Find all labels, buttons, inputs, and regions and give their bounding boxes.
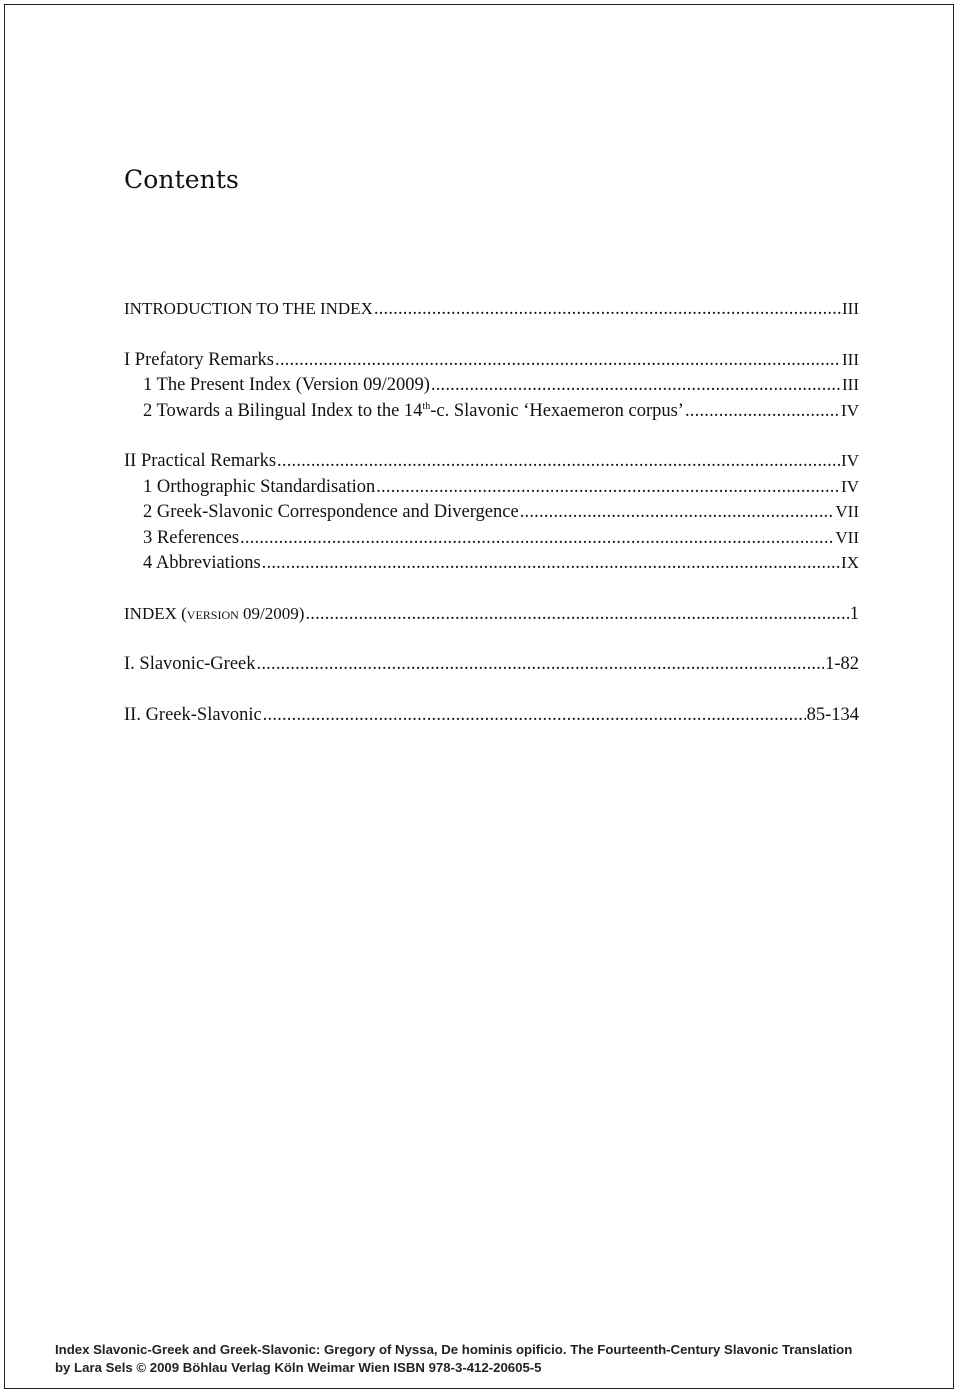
toc-page-number: VII [835,527,859,547]
toc-label-superscript: th [422,400,431,412]
toc-entry-slavonic-greek[interactable] [124,654,859,680]
table-of-contents [124,299,859,730]
toc-leader-dots [277,451,840,472]
toc-page-number: IX [841,553,859,572]
toc-label: 1 The Present Index (Version 09/2009) [143,375,430,395]
toc-label: 3 References [143,527,240,548]
toc-page-number: III [842,349,859,369]
toc-label: INTRODUCTION TO THE INDEX [124,299,373,318]
document-page [4,4,954,1389]
toc-leader-dots [431,375,841,396]
toc-entry-greek-slavonic[interactable] [124,705,859,731]
toc-leader-dots [305,604,848,625]
toc-leader-dots [685,401,840,422]
toc-page-number: III [842,375,859,394]
toc-leader-dots [257,654,825,675]
toc-page-number: 85-134 [806,704,859,725]
page-footer [55,1341,852,1377]
toc-label: 4 Abbreviations [143,553,261,573]
toc-page-number: IV [841,476,859,496]
footer-line-1: Index Slavonic-Greek and Greek-Slavonic: Gregory of Nyssa, De hominis opificio. The Fourteenth-Century Slavonic Translation [55,1342,853,1357]
page-title: Contents [124,165,239,194]
toc-label: II Practical Remarks [124,451,277,471]
toc-leader-dots [263,705,806,726]
toc-entry-references[interactable] [124,528,859,554]
toc-label-main: 2 Towards a Bilingual Index to the 14 [143,400,423,421]
toc-entry-present-index[interactable] [124,375,859,401]
toc-page-number: 1-82 [825,654,859,674]
toc-page-number: III [842,299,859,318]
toc-entry-correspondence[interactable] [124,502,859,528]
toc-label: 1 Orthographic Standardisation [143,476,376,497]
toc-entry-bilingual-index[interactable] [124,401,859,427]
toc-entry-index[interactable] [124,604,859,630]
toc-entry-practical-remarks[interactable] [124,451,859,477]
toc-label-smallcaps: INDEX (version 09/2009) [124,603,305,623]
toc-page-number: IV [841,400,859,420]
toc-entry-orthographic[interactable] [124,477,859,503]
toc-leader-dots [374,299,841,320]
toc-label [124,604,304,625]
toc-label: 2 Greek-Slavonic Correspondence and Divergence [143,502,519,522]
toc-label: II. Greek-Slavonic [124,704,262,725]
toc-label: I Prefatory Remarks [124,349,275,370]
toc-entry-prefatory-remarks[interactable] [124,350,859,376]
footer-line-2: by Lara Sels © 2009 Böhlau Verlag Köln Weimar Wien ISBN 978-3-412-20605-5 [55,1360,542,1375]
toc-leader-dots [520,502,835,523]
toc-leader-dots [275,350,841,371]
toc-label-rest: -c. Slavonic ‘Hexaemeron corpus’ [430,400,684,421]
toc-page-number: 1 [849,603,859,624]
toc-entry-introduction[interactable] [124,299,859,325]
toc-leader-dots [262,553,840,574]
toc-leader-dots [376,477,840,498]
toc-label [143,401,684,422]
toc-page-number: IV [841,451,859,470]
toc-leader-dots [240,528,834,549]
toc-entry-abbreviations[interactable] [124,553,859,579]
toc-page-number: VII [835,502,859,521]
toc-label: I. Slavonic-Greek [124,654,256,674]
